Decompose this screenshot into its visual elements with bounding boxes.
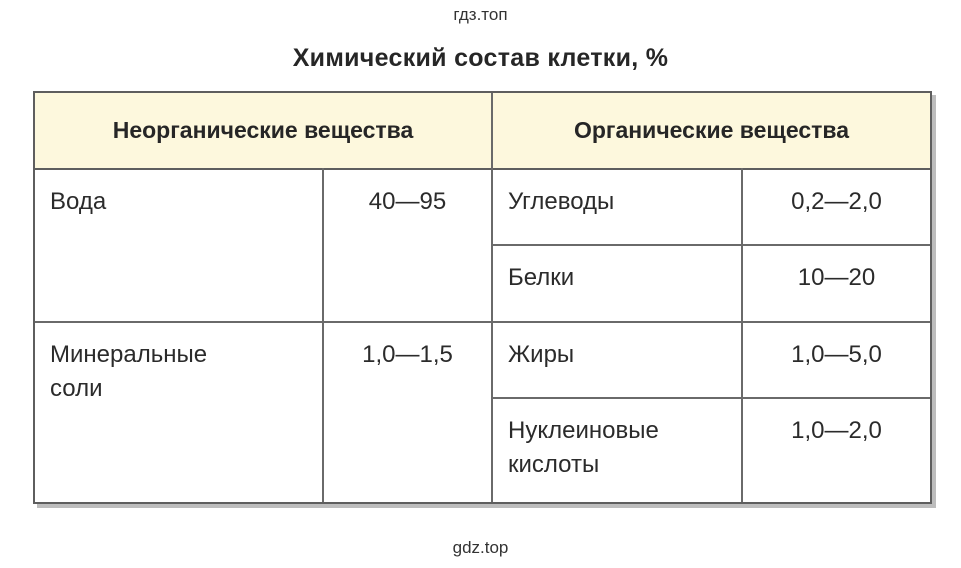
divider-inorganic-row xyxy=(35,321,491,323)
header-inorganic: Неорганические вещества xyxy=(112,117,414,143)
watermark-top: гдз.топ xyxy=(453,5,508,24)
organic-name-nucleic-acids: Нуклеиновые кислоты xyxy=(508,417,659,478)
composition-table xyxy=(33,91,932,504)
divider-organic-row-3 xyxy=(491,397,930,399)
organic-name-carbohydrates: Углеводы xyxy=(508,188,615,215)
inorganic-name-water: Вода xyxy=(50,188,107,215)
inorganic-name-minerals: Минеральные соли xyxy=(50,341,208,402)
organic-name-proteins: Белки xyxy=(508,264,575,291)
organic-value-carbohydrates: 0,2—2,0 xyxy=(791,188,882,215)
divider-organic-row-1 xyxy=(491,244,930,246)
inorganic-value-minerals: 1,0—1,5 xyxy=(362,341,453,368)
divider-main xyxy=(491,93,493,502)
table-title: Химический состав клетки, % xyxy=(292,44,669,72)
divider-organic-row-2 xyxy=(491,321,930,323)
organic-value-fats: 1,0—5,0 xyxy=(791,341,882,368)
table-header-row xyxy=(35,93,930,170)
header-organic: Органические вещества xyxy=(573,117,849,143)
organic-value-nucleic-acids: 1,0—2,0 xyxy=(791,417,882,444)
organic-value-proteins: 10—20 xyxy=(797,264,876,291)
watermark-bottom: gdz.top xyxy=(452,538,509,557)
inorganic-value-water: 40—95 xyxy=(368,188,447,215)
organic-name-fats: Жиры xyxy=(508,341,575,368)
